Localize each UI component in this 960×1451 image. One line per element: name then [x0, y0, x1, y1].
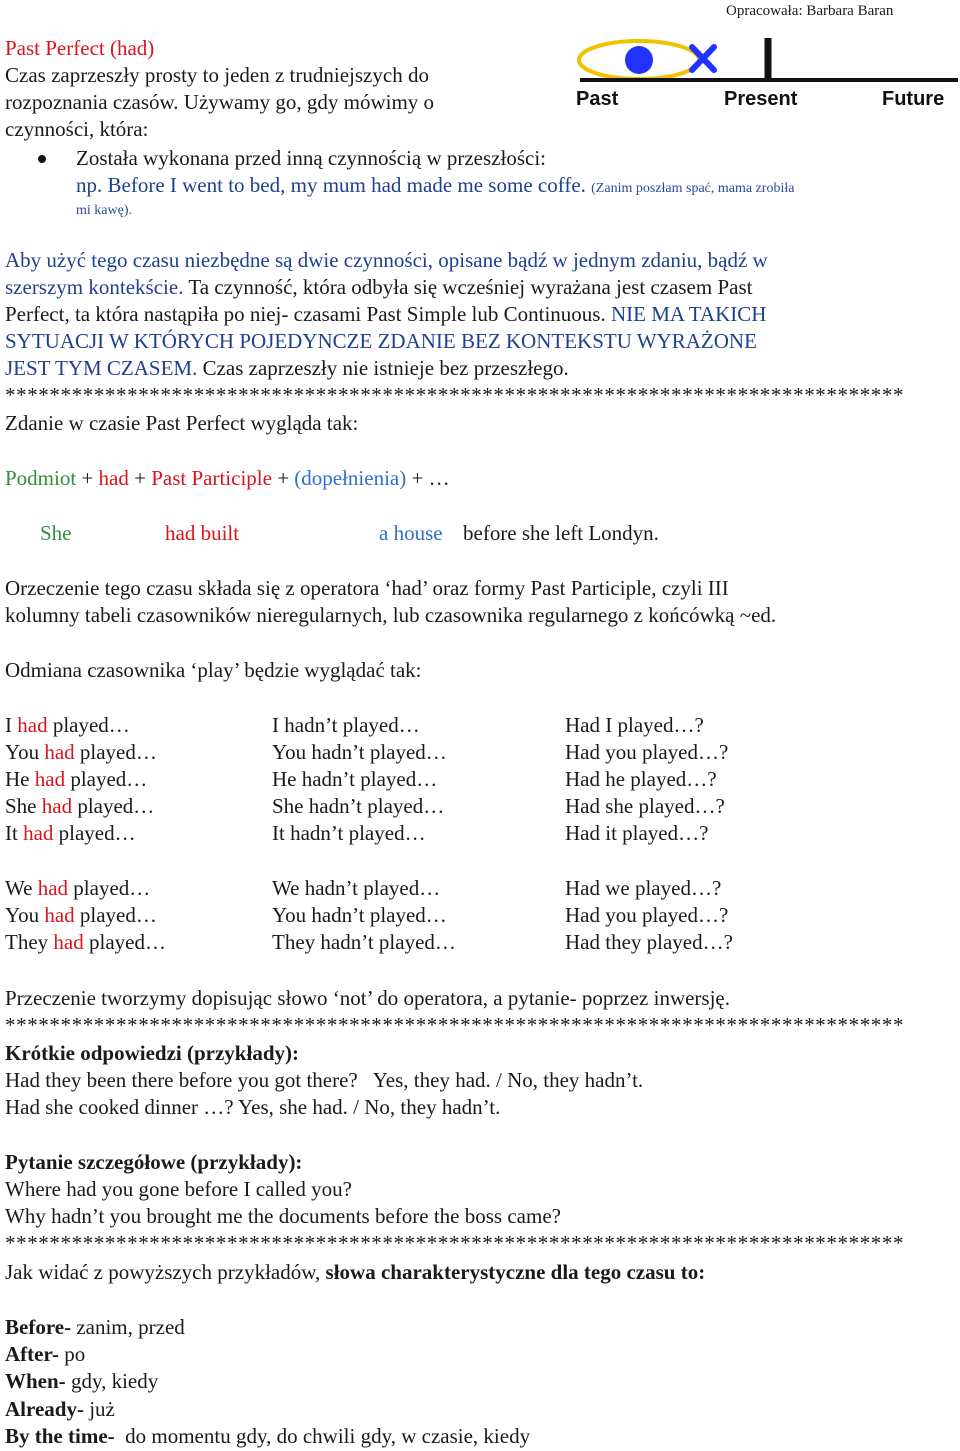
keyword-item: [5, 1423, 530, 1450]
formula-end: + …: [406, 466, 450, 490]
keyword-item: [5, 1396, 115, 1423]
separator-stars: *********************************************************************************: [5, 1013, 905, 1037]
conj-subject: You: [5, 740, 40, 764]
keyword-word: Already-: [5, 1397, 84, 1421]
timeline-label-present: Present: [724, 88, 798, 110]
example-sentence: np. Before I went to bed, my mum had made me some coffe.: [76, 173, 586, 197]
example-subject: She: [40, 521, 72, 545]
keyword-word: After-: [5, 1342, 60, 1366]
conj-subject: She: [5, 794, 37, 818]
keyword-item: [5, 1341, 85, 1368]
conj-question: Had she played…?: [565, 794, 725, 818]
bullet-example: [76, 172, 794, 202]
keyword-meaning: zanim, przed: [71, 1315, 185, 1339]
paragraph-part: szerszym kontekście.: [5, 275, 184, 299]
operator-line: kolumny tabeli czasowników nieregularnych, lub czasownika regularnego z końcówką ~ed.: [5, 603, 777, 627]
conj-question: Had we played…?: [565, 876, 722, 900]
formula-plus: +: [271, 466, 295, 490]
example-rest: before she left Londyn.: [463, 521, 659, 545]
detailed-questions-title: Pytanie szczegółowe (przykłady):: [5, 1150, 303, 1174]
formula-subject: Podmiot: [5, 466, 77, 490]
timeline-label-past: Past: [576, 88, 619, 110]
conj-negative: We hadn’t played…: [272, 876, 441, 900]
example-translation: (Zanim poszłam spać, mama zrobiła: [591, 181, 795, 196]
conj-negative: You hadn’t played…: [272, 740, 447, 764]
conj-had: had: [44, 740, 75, 764]
formula-plus: +: [128, 466, 152, 490]
keywords-intro: [5, 1259, 705, 1286]
paragraph-line: Aby użyć tego czasu niezbędne są dwie czynności, opisane bądź w jednym zdaniu, bądź w: [5, 248, 768, 272]
conj-question: Had he played…?: [565, 767, 717, 791]
keyword-meaning: do momentu gdy, do chwili gdy, w czasie, kiedy: [114, 1424, 531, 1448]
conj-affirmative: [5, 820, 136, 847]
example-verb: had built: [165, 521, 240, 545]
conj-affirmative: [5, 875, 150, 902]
conj-played: played…: [52, 713, 130, 737]
paragraph-line: [5, 274, 752, 301]
timeline-diagram: [572, 34, 960, 110]
conj-negative: You hadn’t played…: [272, 903, 447, 927]
conj-question: Had you played…?: [565, 740, 729, 764]
keyword-meaning: już: [83, 1397, 115, 1421]
conj-affirmative: [5, 712, 130, 739]
paragraph-part: Perfect, ta która nastąpiła po niej- czasami Past Simple lub Continuous.: [5, 302, 606, 326]
conj-affirmative: [5, 929, 166, 956]
bullet-text: Została wykonana przed inną czynnością w przeszłości:: [76, 146, 546, 170]
negation-note: Przeczenie tworzymy dopisując słowo ‘not’ do operatora, a pytanie- poprzez inwersję.: [5, 986, 731, 1010]
keyword-word: When-: [5, 1369, 66, 1393]
conj-question: Had it played…?: [565, 821, 709, 845]
formula: [5, 465, 450, 492]
conj-question: Had I played…?: [565, 713, 704, 737]
keyword-word: Before-: [5, 1315, 72, 1339]
keyword-item: [5, 1314, 185, 1341]
conj-had: had: [41, 794, 73, 818]
conj-played: played…: [77, 794, 155, 818]
timeline-label-future: Future: [882, 88, 945, 110]
conj-negative: He hadn’t played…: [272, 767, 438, 791]
detailed-question-line: Where had you gone before I called you?: [5, 1177, 352, 1201]
conj-played: played…: [73, 876, 151, 900]
conj-played: played…: [88, 930, 166, 954]
conj-question: Had you played…?: [565, 903, 729, 927]
example-translation-cont: mi kawę).: [76, 203, 132, 218]
conj-played: played…: [70, 767, 148, 791]
conj-affirmative: [5, 766, 147, 793]
keyword-meaning: po: [59, 1342, 86, 1366]
conj-affirmative: [5, 739, 157, 766]
separator-stars: *********************************************************************************: [5, 383, 905, 407]
conj-subject: You: [5, 903, 40, 927]
conj-subject: We: [5, 876, 33, 900]
paragraph-line: [5, 355, 569, 382]
keyword-word: By the time-: [5, 1424, 115, 1448]
detailed-question-line: Why hadn’t you brought me the documents before the boss came?: [5, 1204, 561, 1228]
intro-line: czynności, która:: [5, 117, 149, 141]
paragraph-line: [5, 301, 766, 328]
paragraph-line: SYTUACJI W KTÓRYCH POJEDYNCZE ZDANIE BEZ KONTEKSTU WYRAŻONE: [5, 329, 757, 353]
keyword-item: [5, 1368, 158, 1395]
past-event-dot-icon: [625, 46, 653, 74]
conj-played: played…: [79, 740, 157, 764]
formula-object: (dopełnienia): [294, 466, 407, 490]
conj-played: played…: [58, 821, 136, 845]
intro-line: rozpoznania czasów. Używamy go, gdy mówimy o: [5, 90, 435, 114]
conj-subject: I: [5, 713, 12, 737]
keywords-intro-bold: słowa charakterystyczne dla tego czasu to:: [325, 1260, 706, 1284]
conj-subject: It: [5, 821, 18, 845]
conj-negative: They hadn’t played…: [272, 930, 456, 954]
conj-affirmative: [5, 902, 157, 929]
conj-had: had: [44, 903, 75, 927]
conj-played: played…: [79, 903, 157, 927]
conj-had: had: [23, 821, 54, 845]
paragraph-part: NIE MA TAKICH: [610, 302, 767, 326]
conj-had: had: [34, 767, 66, 791]
short-answers-title: Krótkie odpowiedzi (przykłady):: [5, 1041, 299, 1065]
paragraph-part: JEST TYM CZASEM.: [5, 356, 198, 380]
operator-line: Orzeczenie tego czasu składa się z operatora ‘had’ oraz formy Past Participle, czyli III: [5, 576, 729, 600]
conj-subject: They: [5, 930, 49, 954]
formula-plus: +: [76, 466, 99, 490]
paragraph-part: Czas zaprzeszły nie istnieje bez przeszłego.: [202, 356, 569, 380]
keyword-meaning: gdy, kiedy: [65, 1369, 159, 1393]
conjugation-intro: Odmiana czasownika ‘play’ będzie wyglądać tak:: [5, 658, 422, 682]
conj-negative: She hadn’t played…: [272, 794, 445, 818]
bullet-dot: [38, 155, 46, 163]
structure-intro: Zdanie w czasie Past Perfect wygląda tak:: [5, 411, 359, 435]
example-object: a house: [379, 521, 443, 545]
ring-icon: [579, 41, 699, 79]
paragraph-part: Ta czynność, która odbyła się wcześniej wyrażana jest czasem Past: [188, 275, 753, 299]
separator-stars: *********************************************************************************: [5, 1231, 905, 1255]
conj-had: had: [17, 713, 48, 737]
conj-had: had: [53, 930, 84, 954]
short-answer-line: Had she cooked dinner …? Yes, she had. / No, they hadn’t.: [5, 1095, 501, 1119]
conj-question: Had they played…?: [565, 930, 733, 954]
conj-negative: I hadn’t played…: [272, 713, 420, 737]
short-answer-line: Had they been there before you got there? Yes, they had. / No, they hadn’t.: [5, 1068, 644, 1092]
conj-negative: It hadn’t played…: [272, 821, 426, 845]
conj-affirmative: [5, 793, 154, 820]
keywords-intro-plain: Jak widać z powyższych przykładów,: [5, 1260, 326, 1284]
page-title: Past Perfect (had): [5, 36, 155, 60]
formula-past-participle: Past Participle: [151, 466, 272, 490]
conj-subject: He: [5, 767, 30, 791]
intro-line: Czas zaprzeszły prosty to jeden z trudniejszych do: [5, 63, 429, 87]
conj-had: had: [37, 876, 69, 900]
formula-had: had: [98, 466, 129, 490]
author-header: Opracowała: Barbara Baran: [726, 3, 894, 19]
